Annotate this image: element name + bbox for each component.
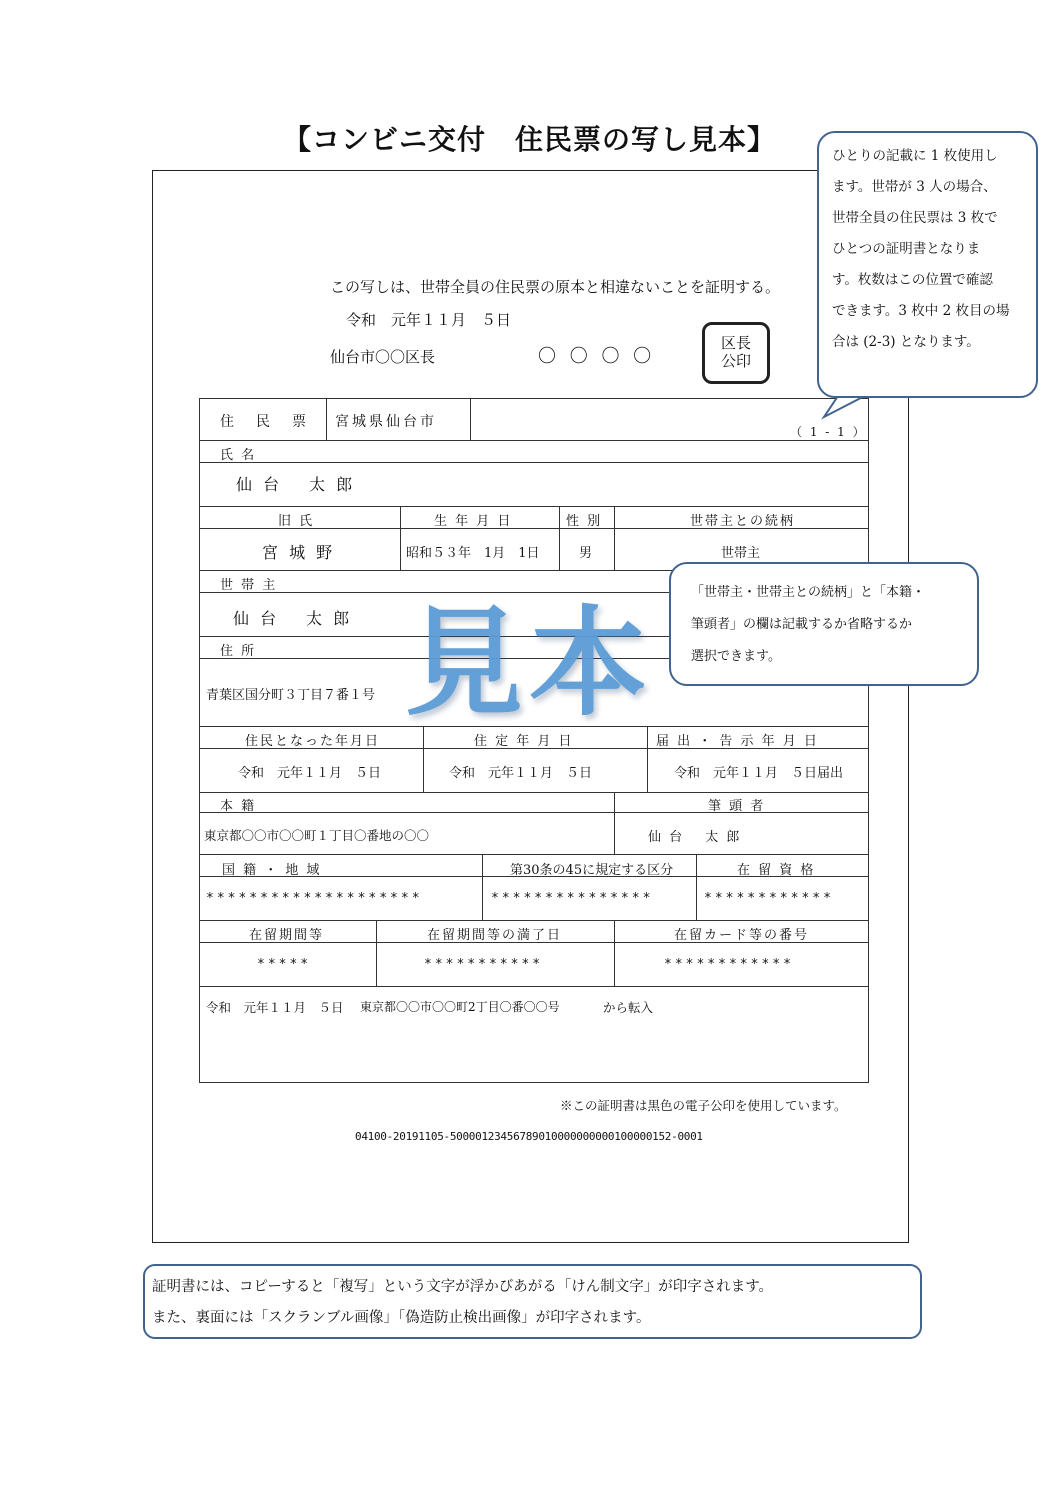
expiry-label: 在留期間等の満了日 <box>427 928 563 943</box>
callout-optional-fields <box>669 562 979 686</box>
callout-security <box>143 1264 922 1339</box>
period-label: 在留期間等 <box>249 928 325 943</box>
official-seal <box>702 322 770 384</box>
callout-page-count <box>817 131 1038 398</box>
certification-statement: この写しは、世帯全員の住民票の原本と相違ないことを証明する。 <box>330 278 781 296</box>
seal-line1: 区長 <box>720 334 751 352</box>
address-value: 青葉区国分町３丁目７番１号 <box>206 688 376 703</box>
birthdate-value: 昭和５３年 1月 1日 <box>406 546 540 561</box>
sample-watermark: 見本 <box>405 594 654 732</box>
fixed-date-value: 令和 元年１１月 ５日 <box>449 766 593 781</box>
nationality-label: 国 籍 ・ 地 域 <box>222 863 322 878</box>
footer-note: ※この証明書は黒色の電子公印を使用しています。 <box>560 1098 847 1113</box>
issuer-title: 仙台市〇〇区長 <box>330 348 436 366</box>
remarks-action: から転入 <box>603 1000 654 1015</box>
head-value: 仙 台 太 郎 <box>648 830 742 845</box>
notification-label: 届 出 ・ 告 示 年 月 日 <box>656 734 819 749</box>
status-label: 在 留 資 格 <box>737 863 816 878</box>
former-name-label: 旧 氏 <box>278 514 315 529</box>
expiry-value: *********** <box>424 957 544 972</box>
article30-label: 第30条の45に規定する区分 <box>510 863 674 878</box>
callout-page-count-line: ひとつの証明書となりま <box>832 241 981 257</box>
name-value: 仙 台 太 郎 <box>236 475 356 494</box>
gender-label: 性 別 <box>566 514 603 529</box>
article30-value: *************** <box>491 891 654 906</box>
callout-page-count-line: す。枚数はこの位置で確認 <box>832 272 993 288</box>
relation-value: 世帯主 <box>721 546 761 561</box>
fixed-date-label: 住 定 年 月 日 <box>474 734 574 749</box>
municipality: 宮城県仙台市 <box>335 414 437 430</box>
callout-page-count-line: ます。世帯が 3 人の場合、 <box>832 179 997 195</box>
birthdate-label: 生 年 月 日 <box>434 514 513 529</box>
callout-optional-line: 選択できます。 <box>691 649 781 664</box>
callout-optional-line: 筆頭者」の欄は記載するか省略するか <box>691 617 913 632</box>
card-label: 在留カード等の番号 <box>674 928 810 943</box>
callout-page-count-line: 世帯全員の住民票は 3 枚で <box>832 210 998 226</box>
callout-security-line: 証明書には、コピーすると「複写」という文字が浮かびあがる「けん制文字」が印字されます。 <box>152 1279 774 1295</box>
issuer-name: 〇 〇 〇 〇 <box>538 346 656 367</box>
card-value: ************ <box>664 957 794 972</box>
resident-date-label: 住民となった年月日 <box>245 734 381 749</box>
status-value: ************ <box>704 891 834 906</box>
remarks-date: 令和 元年１１月 ５日 <box>206 1000 344 1015</box>
callout-page-count-line: 合は (2-3) となります。 <box>832 334 980 350</box>
remarks-address: 東京都〇〇市〇〇町2丁目〇番〇〇号 <box>360 1000 560 1014</box>
address-label: 住 所 <box>220 644 257 659</box>
relation-label: 世帯主との続柄 <box>690 514 796 529</box>
serial-number: 04100-20191105-50000123456789010000000000100000152-0001 <box>355 1130 703 1143</box>
callout-optional-line: 「世帯主・世帯主との続柄」と「本籍・ <box>691 585 926 600</box>
householder-label: 世 帯 主 <box>220 578 278 593</box>
nationality-value: ******************** <box>206 891 423 906</box>
domicile-label: 本 籍 <box>220 799 257 814</box>
domicile-value: 東京都〇〇市〇〇町１丁目〇番地の〇〇 <box>204 828 430 843</box>
former-name-value: 宮 城 野 <box>262 543 336 562</box>
seal-line2: 公印 <box>720 352 751 370</box>
head-label: 筆 頭 者 <box>708 799 766 814</box>
callout-page-count-line: できます。3 枚中 2 枚目の場 <box>832 303 1010 319</box>
page-title: 【コンビニ交付 住民票の写し見本】 <box>282 123 776 156</box>
resident-date-value: 令和 元年１１月 ５日 <box>238 766 382 781</box>
period-value: ***** <box>257 957 312 972</box>
householder-value: 仙 台 太 郎 <box>233 609 353 628</box>
doc-type-label: 住 民 票 <box>220 414 310 430</box>
name-label: 氏 名 <box>220 448 257 463</box>
callout-security-line: また、裏面には「スクランブル画像」「偽造防止検出画像」が印字されます。 <box>152 1310 651 1326</box>
gender-value: 男 <box>579 546 593 561</box>
notification-value: 令和 元年１１月 ５日届出 <box>674 766 844 781</box>
page-counter: （ 1 - 1 ） <box>790 425 867 439</box>
certification-date: 令和 元年１１月 ５日 <box>346 311 512 329</box>
callout-page-count-line: ひとりの記載に 1 枚使用し <box>832 148 998 164</box>
